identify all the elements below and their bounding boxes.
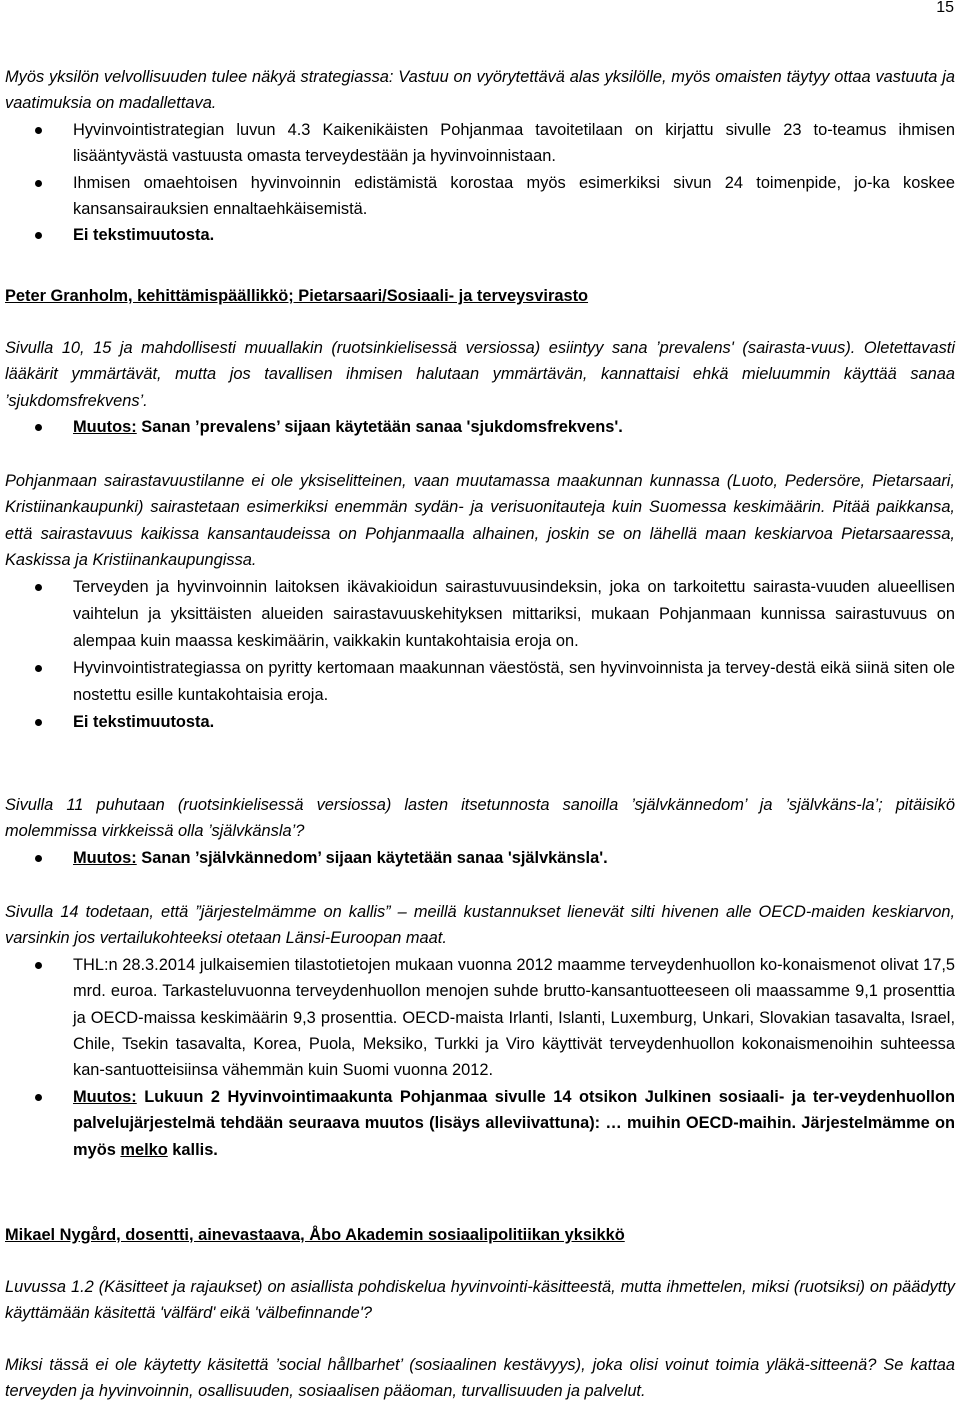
bullet-list	[5, 952, 955, 1163]
change-text: kallis.	[167, 1140, 218, 1159]
change-text: Sanan ’självkännedom’ sijaan käytetään sanaa 'självkänsla'.	[136, 848, 608, 867]
comment-paragraph: Sivulla 11 puhutaan (ruotsinkielisessä versiossa) lasten itsetunnosta sanoilla ’självkännedom’ ja ’självkäns-la’; pitäisikö molemmissa virkkeissä olla ’självkänsla’?	[5, 796, 955, 841]
section-costs	[5, 899, 955, 1163]
change-item	[5, 845, 955, 871]
section-concepts	[5, 1274, 955, 1327]
commenter-heading: Peter Granholm, kehittämispäällikkö; Pietarsaari/Sosiaali- ja terveysvirasto	[5, 287, 589, 305]
bullet-list	[5, 414, 955, 440]
underlined-addition: melko	[120, 1140, 168, 1159]
change-label: Muutos:	[73, 418, 137, 437]
bullet-list	[5, 845, 955, 871]
bullet-list	[5, 117, 955, 249]
bullet-list	[5, 574, 955, 736]
change-item	[5, 414, 955, 440]
section-granholm	[5, 283, 955, 309]
list-item: Terveyden ja hyvinvoinnin laitoksen ikävakioidun sairastuvuusindeksin, joka on tarkoitettu sairasta-vuuden alueellisen vaihtelun ja yksittäisten alueiden sairastavuuskehityksen mittariksi, mukaan Pohjanmaan kunnissa sairastuvuus on alempaa kuin maassa keskimäärin, vaikkakin kuntakohtaisia eroja on.	[5, 574, 955, 655]
list-item: Hyvinvointistrategiassa on pyritty kertomaan maakunnan väestöstä, sen hyvinvoinnista ja tervey-destä eikä siinä siten ole nostettu esille kuntakohtaisia eroja.	[5, 655, 955, 709]
comment-paragraph: Miksi tässä ei ole käytetty käsitettä ’social hållbarhet’ (sosiaalinen kestävyys), joka olisi voinut toimia yläkä-sitteenä? Se kattaa terveyden ja hyvinvoinnin, osallisuuden, sosiaalisen pääoman, turvallisuuden ja palvelut.	[5, 1356, 955, 1401]
change-label: Muutos:	[73, 1087, 137, 1106]
change-item	[5, 1084, 955, 1163]
commenter-heading: Mikael Nygård, dosentti, ainevastaava, Åbo Akademin sosiaalipolitiikan yksikkö	[5, 1226, 625, 1244]
section-morbidity	[5, 468, 955, 736]
change-label: Muutos:	[73, 848, 137, 867]
change-text: Lukuun 2 Hyvinvointimaakunta Pohjanmaa sivulle 14 otsikon Julkinen sosiaali- ja ter-veydenhuollon palvelujärjestelmä tehdään seuraava muutos (lisäys alleviivattuna): … muihin OECD-maihin. Järjestelmämme on myös	[73, 1087, 955, 1159]
comment-paragraph: Sivulla 10, 15 ja mahdollisesti muuallakin (ruotsinkielisessä versiossa) esiintyy sana ’prevalens' (sairasta-vuus). Oletettavasti lääkärit ymmärtävät, mutta jos tavallisen ihmisen halutaan ymmärtävän, kannattaisi ehkä mieluummin käyttää sanaa ’sjukdomsfrekvens’.	[5, 339, 955, 410]
comment-paragraph: Pohjanmaan sairastavuustilanne ei ole yksiselitteinen, vaan muutamassa maakunnan kunnassa (Luoto, Pedersöre, Pietarsaari, Kristiinankaupunki) sairastetaan esimerkiksi enemmän sydän- ja verisuonitauteja kuin Suomessa keskimäärin. Pitää paikkansa, että sairastavuus kaikissa kansantaudeissa on Pohjanmaalla alhainen, joskin se on lähellä maan keskiarvoa Pietarsaaressa, Kaskissa ja Kristiinankaupungissa.	[5, 472, 955, 570]
list-item: Ihmisen omaehtoisen hyvinvoinnin edistämistä korostaa myös esimerkiksi sivun 24 toimenpide, jo-ka koskee kansansairauksien ennaltaehkäisemistä.	[5, 170, 955, 223]
intro-paragraph: Myös yksilön velvollisuuden tulee näkyä strategiassa: Vastuu on vyörytettävä alas yksilölle, myös omaisten täytyy ottaa vastuuta ja vaatimuksia on madallettava.	[5, 68, 955, 113]
no-change-note: Ei tekstimuutosta.	[5, 222, 955, 248]
section-social-sustainability	[5, 1352, 955, 1405]
section-strategy-responsibility	[5, 64, 955, 249]
page-number: 15	[936, 0, 954, 16]
list-item: Hyvinvointistrategian luvun 4.3 Kaikenikäisten Pohjanmaa tavoitetilaan on kirjattu sivulle 23 to-teamus ihmisen lisääntyvästä vastuusta omasta terveydestään ja hyvinvoinnistaan.	[5, 117, 955, 170]
section-nygard	[5, 1222, 955, 1248]
section-prevalens	[5, 335, 955, 441]
section-self-esteem	[5, 792, 955, 871]
comment-paragraph: Luvussa 1.2 (Käsitteet ja rajaukset) on asiallista pohdiskelua hyvinvointi-käsitteestä, mutta ihmettelen, miksi (ruotsiksi) on päädytty käyttämään käsitettä 'välfärd' eikä 'välbefinnande'?	[5, 1278, 955, 1323]
list-item: THL:n 28.3.2014 julkaisemien tilastotietojen mukaan vuonna 2012 maamme terveydenhuollon ko-konaismenot olivat 17,5 mrd. euroa. Tarkasteluvuonna terveydenhuollon menojen suhde brutto-kansantuotteeseen oli maassamme 9,1 prosenttia ja OECD-maissa keskimäärin 9,3 prosenttia. OECD-maista Irlanti, Islanti, Luxemburg, Unkari, Slovakian tasavalta, Israel, Chile, Tsekin tasavalta, Korea, Puola, Meksiko, Turkki ja Viro käyttivät terveydenhuollon kokonaismenoihin suhteessa kan-santuotteisiinsa vähemmän kuin Suomi vuonna 2012.	[5, 952, 955, 1084]
comment-paragraph: Sivulla 14 todetaan, että ”järjestelmämme on kallis” – meillä kustannukset lienevät silti hivenen alle OECD-maiden keskiarvon, varsinkin jos vertailukohteeksi otetaan Länsi-Euroopan maat.	[5, 903, 955, 948]
no-change-note: Ei tekstimuutosta.	[5, 709, 955, 736]
change-text: Sanan ’prevalens’ sijaan käytetään sanaa 'sjukdomsfrekvens'.	[136, 418, 623, 437]
